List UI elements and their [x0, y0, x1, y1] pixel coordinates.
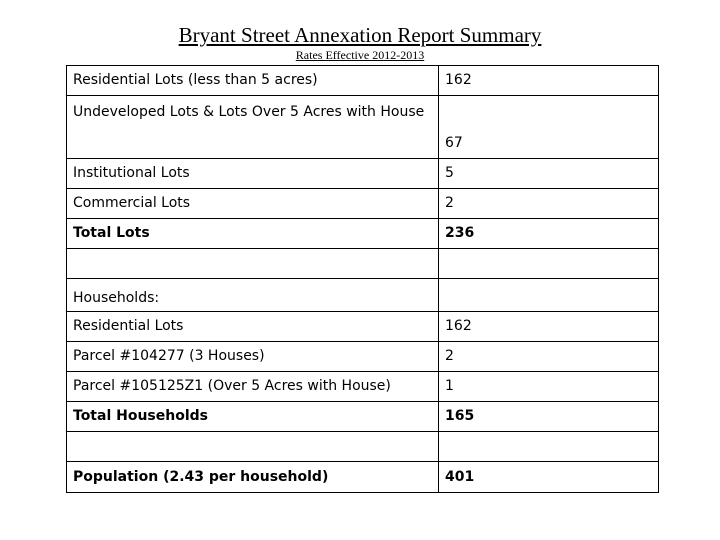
- report-title: Bryant Street Annexation Report Summary: [178, 23, 542, 47]
- table-row: [67, 372, 659, 402]
- table-row: [67, 96, 659, 159]
- table-row: [67, 189, 659, 219]
- row-value: [439, 249, 659, 279]
- row-value: 162: [439, 66, 659, 96]
- row-value: 2: [439, 342, 659, 372]
- row-value: 67: [439, 96, 659, 159]
- blank-row: [67, 249, 659, 279]
- households-header-row: [67, 279, 659, 312]
- row-label: Population (2.43 per household): [67, 462, 439, 493]
- row-label: Commercial Lots: [67, 189, 439, 219]
- row-value: 401: [439, 462, 659, 493]
- table-row: [67, 312, 659, 342]
- row-label: Parcel #104277 (3 Houses): [67, 342, 439, 372]
- summary-table: [66, 65, 659, 493]
- row-label: Parcel #105125Z1 (Over 5 Acres with House): [67, 372, 439, 402]
- row-label: Residential Lots (less than 5 acres): [67, 66, 439, 96]
- row-label: Residential Lots: [67, 312, 439, 342]
- row-value: 5: [439, 159, 659, 189]
- row-value: [439, 279, 659, 312]
- row-value: 162: [439, 312, 659, 342]
- row-label: Institutional Lots: [67, 159, 439, 189]
- row-value: 1: [439, 372, 659, 402]
- blank-row: [67, 432, 659, 462]
- row-label: Total Households: [67, 402, 439, 432]
- row-value: [439, 432, 659, 462]
- row-label: Undeveloped Lots & Lots Over 5 Acres with House: [67, 96, 439, 159]
- table-row: [67, 342, 659, 372]
- table-row: [67, 66, 659, 96]
- row-label: Total Lots: [67, 219, 439, 249]
- row-label: Households:: [67, 279, 439, 312]
- row-label: [67, 432, 439, 462]
- row-value: 2: [439, 189, 659, 219]
- row-value: 236: [439, 219, 659, 249]
- table-row: [67, 159, 659, 189]
- rates-subtitle: Rates Effective 2012-2013: [295, 48, 425, 62]
- total-lots-row: [67, 219, 659, 249]
- total-households-row: [67, 402, 659, 432]
- population-row: [67, 462, 659, 493]
- row-value: 165: [439, 402, 659, 432]
- row-label: [67, 249, 439, 279]
